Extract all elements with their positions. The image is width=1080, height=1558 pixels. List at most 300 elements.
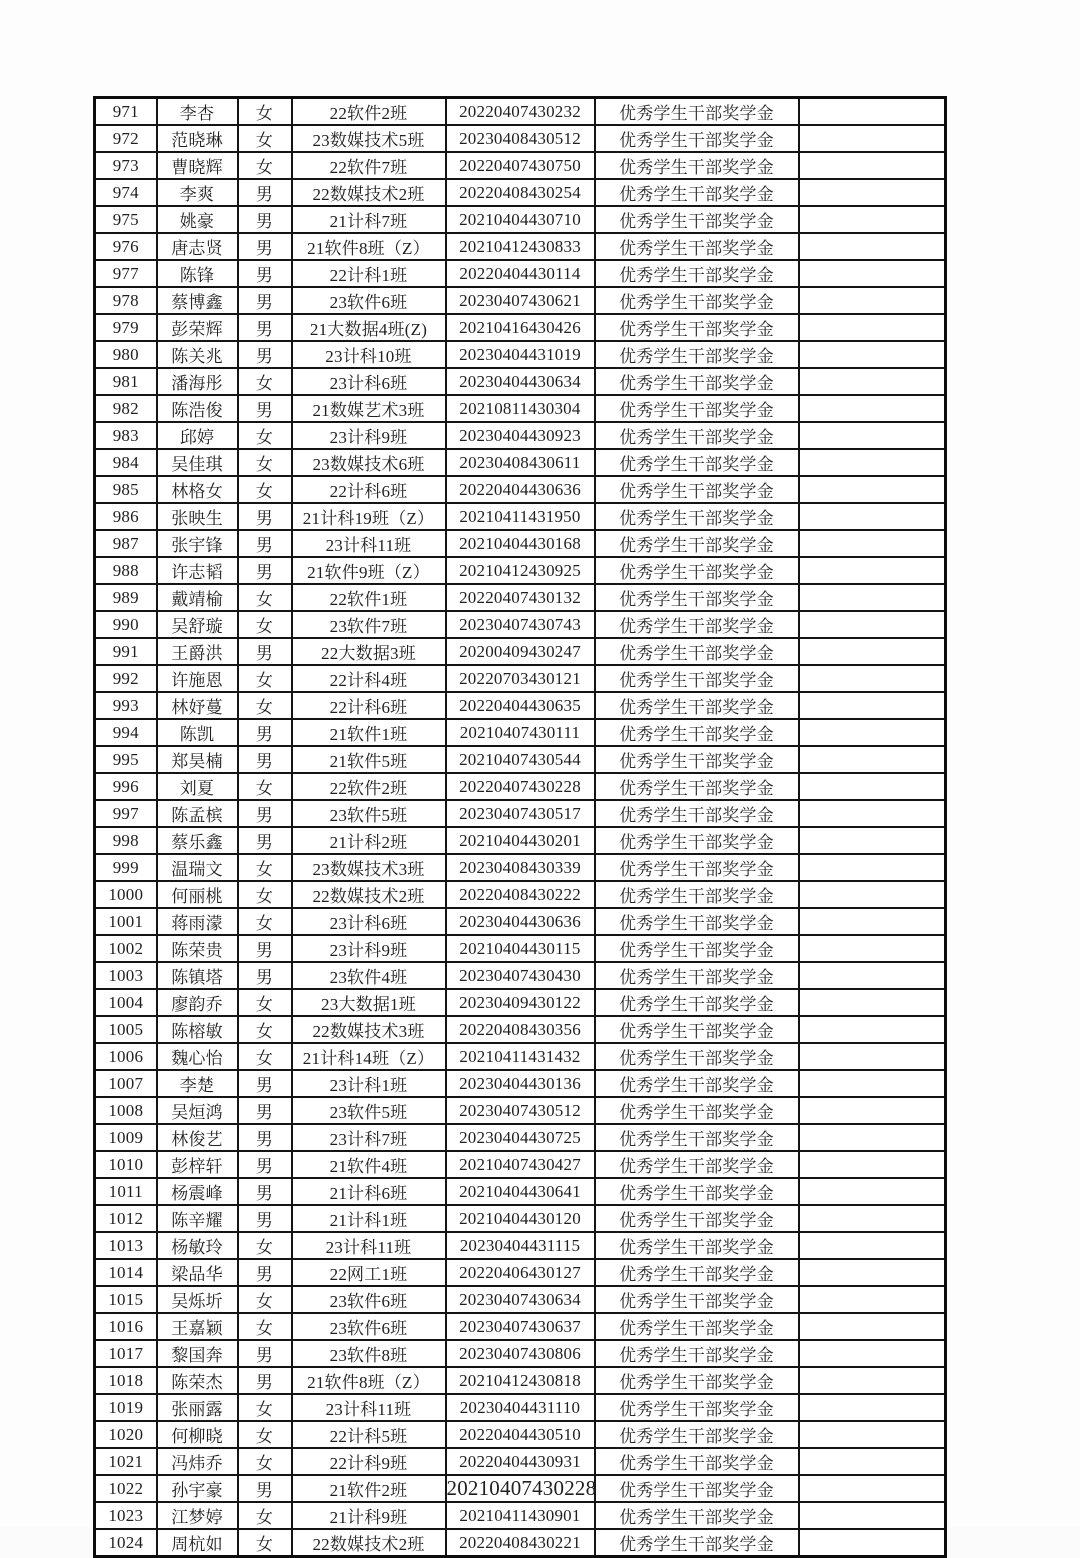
cell-row-number: 1006 [95, 1043, 157, 1070]
cell-row-number: 1018 [95, 1367, 157, 1394]
cell-student-id: 20230409430122 [446, 989, 595, 1016]
cell-student-id: 20210407430544 [446, 746, 595, 773]
cell-row-number: 1021 [95, 1448, 157, 1475]
cell-award-name: 优秀学生干部奖学金 [595, 854, 799, 881]
cell-gender: 男 [238, 1178, 292, 1205]
cell-student-id: 20210404430201 [446, 827, 595, 854]
cell-student-id: 20220404430114 [446, 260, 595, 287]
cell-student-name: 曹晓辉 [157, 152, 238, 179]
cell-class: 22大数据3班 [292, 638, 446, 665]
cell-student-id: 20220703430121 [446, 665, 595, 692]
cell-note-empty [799, 1151, 946, 1178]
table-row [95, 854, 946, 881]
cell-student-name: 陈锋 [157, 260, 238, 287]
table-row [95, 395, 946, 422]
cell-award-name: 优秀学生干部奖学金 [595, 1529, 799, 1557]
cell-note-empty [799, 854, 946, 881]
cell-award-name: 优秀学生干部奖学金 [595, 179, 799, 206]
cell-note-empty [799, 503, 946, 530]
cell-class: 21软件9班（Z） [292, 557, 446, 584]
cell-award-name: 优秀学生干部奖学金 [595, 1124, 799, 1151]
cell-award-name: 优秀学生干部奖学金 [595, 314, 799, 341]
cell-row-number: 995 [95, 746, 157, 773]
cell-award-name: 优秀学生干部奖学金 [595, 476, 799, 503]
cell-student-id: 20210416430426 [446, 314, 595, 341]
cell-student-name: 王嘉颖 [157, 1313, 238, 1340]
cell-note-empty [799, 1394, 946, 1421]
cell-gender: 男 [238, 260, 292, 287]
cell-note-empty [799, 827, 946, 854]
table-row [95, 611, 946, 638]
cell-student-id: 20220407430750 [446, 152, 595, 179]
cell-note-empty [799, 98, 946, 126]
cell-class: 23计科9班 [292, 422, 446, 449]
cell-student-name: 江梦婷 [157, 1502, 238, 1529]
cell-row-number: 988 [95, 557, 157, 584]
cell-gender: 女 [238, 476, 292, 503]
table-row [95, 314, 946, 341]
cell-note-empty [799, 341, 946, 368]
cell-row-number: 989 [95, 584, 157, 611]
cell-student-id: 20230404431110 [446, 1394, 595, 1421]
table-row [95, 233, 946, 260]
table-row [95, 179, 946, 206]
cell-note-empty [799, 1124, 946, 1151]
cell-award-name: 优秀学生干部奖学金 [595, 1043, 799, 1070]
cell-row-number: 992 [95, 665, 157, 692]
table-row [95, 1475, 946, 1502]
cell-gender: 男 [238, 719, 292, 746]
cell-student-name: 吴佳琪 [157, 449, 238, 476]
cell-student-name: 陈镇塔 [157, 962, 238, 989]
cell-class: 21大数据4班(Z) [292, 314, 446, 341]
cell-class: 22计科6班 [292, 476, 446, 503]
cell-row-number: 973 [95, 152, 157, 179]
table-row [95, 1097, 946, 1124]
cell-award-name: 优秀学生干部奖学金 [595, 881, 799, 908]
cell-note-empty [799, 125, 946, 152]
cell-student-id: 20230407430430 [446, 962, 595, 989]
table-body [95, 98, 946, 1557]
cell-gender: 女 [238, 1448, 292, 1475]
cell-row-number: 972 [95, 125, 157, 152]
cell-gender: 女 [238, 422, 292, 449]
cell-award-name: 优秀学生干部奖学金 [595, 503, 799, 530]
cell-award-name: 优秀学生干部奖学金 [595, 1313, 799, 1340]
table-row [95, 1178, 946, 1205]
cell-gender: 男 [238, 1367, 292, 1394]
cell-student-name: 吴烁圻 [157, 1286, 238, 1313]
cell-award-name: 优秀学生干部奖学金 [595, 422, 799, 449]
cell-note-empty [799, 1097, 946, 1124]
cell-gender: 男 [238, 800, 292, 827]
cell-row-number: 1001 [95, 908, 157, 935]
cell-award-name: 优秀学生干部奖学金 [595, 1394, 799, 1421]
cell-student-id: 20200409430247 [446, 638, 595, 665]
cell-award-name: 优秀学生干部奖学金 [595, 1367, 799, 1394]
table-row [95, 746, 946, 773]
cell-gender: 女 [238, 1043, 292, 1070]
cell-note-empty [799, 368, 946, 395]
cell-row-number: 991 [95, 638, 157, 665]
cell-student-id: 20230408430512 [446, 125, 595, 152]
cell-student-name: 王爵洪 [157, 638, 238, 665]
cell-note-empty [799, 1502, 946, 1529]
cell-award-name: 优秀学生干部奖学金 [595, 719, 799, 746]
cell-award-name: 优秀学生干部奖学金 [595, 1070, 799, 1097]
cell-student-name: 蒋雨濛 [157, 908, 238, 935]
cell-student-id: 20210407430111 [446, 719, 595, 746]
cell-award-name: 优秀学生干部奖学金 [595, 638, 799, 665]
cell-gender: 女 [238, 584, 292, 611]
cell-student-id: 20230404431019 [446, 341, 595, 368]
cell-note-empty [799, 530, 946, 557]
cell-student-name: 郑昊楠 [157, 746, 238, 773]
cell-class: 23软件4班 [292, 962, 446, 989]
cell-gender: 男 [238, 935, 292, 962]
cell-student-id: 20220407430228 [446, 773, 595, 800]
cell-row-number: 1008 [95, 1097, 157, 1124]
cell-class: 23软件7班 [292, 611, 446, 638]
cell-row-number: 978 [95, 287, 157, 314]
cell-student-id: 20210404430115 [446, 935, 595, 962]
cell-student-name: 李杏 [157, 98, 238, 126]
cell-student-name: 张映生 [157, 503, 238, 530]
cell-student-id: 20220407430232 [446, 98, 595, 126]
cell-class: 22软件1班 [292, 584, 446, 611]
cell-class: 22数媒技术2班 [292, 1529, 446, 1557]
table-row [95, 719, 946, 746]
cell-student-id: 20230404430634 [446, 368, 595, 395]
cell-gender: 男 [238, 1070, 292, 1097]
table-row [95, 1070, 946, 1097]
cell-student-name: 彭荣辉 [157, 314, 238, 341]
cell-row-number: 1000 [95, 881, 157, 908]
cell-student-id: 20230404431115 [446, 1232, 595, 1259]
cell-student-id: 20220408430221 [446, 1529, 595, 1557]
cell-award-name: 优秀学生干部奖学金 [595, 962, 799, 989]
cell-student-name: 陈荣杰 [157, 1367, 238, 1394]
table-row [95, 1151, 946, 1178]
cell-note-empty [799, 1205, 946, 1232]
cell-award-name: 优秀学生干部奖学金 [595, 908, 799, 935]
cell-student-name: 吴烜鸿 [157, 1097, 238, 1124]
cell-row-number: 1007 [95, 1070, 157, 1097]
cell-gender: 女 [238, 854, 292, 881]
cell-note-empty [799, 1043, 946, 1070]
cell-note-empty [799, 1313, 946, 1340]
cell-award-name: 优秀学生干部奖学金 [595, 584, 799, 611]
cell-student-name: 魏心怡 [157, 1043, 238, 1070]
table-row [95, 827, 946, 854]
cell-student-id: 20230407430621 [446, 287, 595, 314]
cell-note-empty [799, 233, 946, 260]
cell-note-empty [799, 287, 946, 314]
table-row [95, 800, 946, 827]
cell-student-name: 周杭如 [157, 1529, 238, 1557]
cell-student-id: 20210412430818 [446, 1367, 595, 1394]
cell-row-number: 1024 [95, 1529, 157, 1557]
cell-award-name: 优秀学生干部奖学金 [595, 341, 799, 368]
cell-award-name: 优秀学生干部奖学金 [595, 368, 799, 395]
cell-student-id: 20220404430931 [446, 1448, 595, 1475]
cell-gender: 男 [238, 1259, 292, 1286]
cell-student-id: 20220408430356 [446, 1016, 595, 1043]
cell-row-number: 1009 [95, 1124, 157, 1151]
cell-class: 21软件5班 [292, 746, 446, 773]
cell-gender: 男 [238, 314, 292, 341]
cell-class: 23计科11班 [292, 1394, 446, 1421]
table-row [95, 449, 946, 476]
cell-row-number: 986 [95, 503, 157, 530]
cell-note-empty [799, 746, 946, 773]
table-row [95, 908, 946, 935]
cell-student-name: 李楚 [157, 1070, 238, 1097]
cell-student-id: 20220404430636 [446, 476, 595, 503]
cell-student-name: 陈凯 [157, 719, 238, 746]
cell-class: 21软件1班 [292, 719, 446, 746]
cell-class: 23数媒技术5班 [292, 125, 446, 152]
cell-note-empty [799, 935, 946, 962]
cell-student-name: 许志韬 [157, 557, 238, 584]
cell-student-name: 黎国奔 [157, 1340, 238, 1367]
table-row [95, 206, 946, 233]
cell-student-id: 20210404430120 [446, 1205, 595, 1232]
cell-award-name: 优秀学生干部奖学金 [595, 1259, 799, 1286]
cell-student-name: 陈关兆 [157, 341, 238, 368]
cell-student-name: 戴靖榆 [157, 584, 238, 611]
cell-class: 23计科11班 [292, 530, 446, 557]
cell-gender: 女 [238, 368, 292, 395]
cell-student-name: 蔡博鑫 [157, 287, 238, 314]
cell-award-name: 优秀学生干部奖学金 [595, 557, 799, 584]
table-row [95, 1502, 946, 1529]
cell-row-number: 1013 [95, 1232, 157, 1259]
cell-row-number: 994 [95, 719, 157, 746]
cell-student-name: 林格女 [157, 476, 238, 503]
cell-gender: 女 [238, 1232, 292, 1259]
cell-student-id: 20210404430641 [446, 1178, 595, 1205]
cell-student-id: 20210411430901 [446, 1502, 595, 1529]
cell-student-name: 林妤蔓 [157, 692, 238, 719]
cell-student-id: 20210407430427 [446, 1151, 595, 1178]
cell-class: 23软件5班 [292, 1097, 446, 1124]
cell-row-number: 974 [95, 179, 157, 206]
cell-student-name: 许施恩 [157, 665, 238, 692]
cell-note-empty [799, 557, 946, 584]
cell-student-name: 杨敏玲 [157, 1232, 238, 1259]
scholarship-table [93, 96, 947, 1558]
cell-class: 22计科1班 [292, 260, 446, 287]
cell-gender: 女 [238, 1286, 292, 1313]
cell-student-name: 陈浩俊 [157, 395, 238, 422]
cell-note-empty [799, 314, 946, 341]
cell-student-id: 20230407430517 [446, 800, 595, 827]
cell-student-id: 20220408430254 [446, 179, 595, 206]
cell-class: 23计科1班 [292, 1070, 446, 1097]
cell-row-number: 1002 [95, 935, 157, 962]
cell-gender: 女 [238, 98, 292, 126]
table-row [95, 962, 946, 989]
table-row [95, 1529, 946, 1557]
cell-row-number: 1011 [95, 1178, 157, 1205]
table-row [95, 584, 946, 611]
table-row [95, 125, 946, 152]
table-row [95, 1367, 946, 1394]
cell-row-number: 977 [95, 260, 157, 287]
cell-gender: 男 [238, 1124, 292, 1151]
cell-student-name: 张丽露 [157, 1394, 238, 1421]
cell-class: 21计科19班（Z） [292, 503, 446, 530]
cell-award-name: 优秀学生干部奖学金 [595, 530, 799, 557]
cell-award-name: 优秀学生干部奖学金 [595, 395, 799, 422]
cell-note-empty [799, 1178, 946, 1205]
cell-note-empty [799, 719, 946, 746]
cell-student-name: 陈孟槟 [157, 800, 238, 827]
cell-award-name: 优秀学生干部奖学金 [595, 1097, 799, 1124]
table-row [95, 1394, 946, 1421]
cell-gender: 女 [238, 881, 292, 908]
cell-student-name: 潘海彤 [157, 368, 238, 395]
cell-student-name: 陈辛耀 [157, 1205, 238, 1232]
cell-row-number: 990 [95, 611, 157, 638]
cell-gender: 男 [238, 638, 292, 665]
cell-award-name: 优秀学生干部奖学金 [595, 1340, 799, 1367]
cell-note-empty [799, 611, 946, 638]
cell-student-id: 20230408430339 [446, 854, 595, 881]
cell-gender: 男 [238, 179, 292, 206]
table-row [95, 287, 946, 314]
cell-gender: 女 [238, 1502, 292, 1529]
cell-award-name: 优秀学生干部奖学金 [595, 152, 799, 179]
table-row [95, 260, 946, 287]
cell-student-id: 20230404430636 [446, 908, 595, 935]
cell-note-empty [799, 476, 946, 503]
cell-student-id: 20230407430637 [446, 1313, 595, 1340]
cell-student-id: 20220404430635 [446, 692, 595, 719]
cell-row-number: 1015 [95, 1286, 157, 1313]
cell-note-empty [799, 422, 946, 449]
cell-gender: 男 [238, 287, 292, 314]
cell-class: 23大数据1班 [292, 989, 446, 1016]
cell-gender: 女 [238, 125, 292, 152]
cell-student-id: 20220407430132 [446, 584, 595, 611]
cell-gender: 男 [238, 206, 292, 233]
cell-gender: 男 [238, 1475, 292, 1502]
cell-note-empty [799, 1016, 946, 1043]
cell-note-empty [799, 260, 946, 287]
cell-student-name: 蔡乐鑫 [157, 827, 238, 854]
cell-row-number: 980 [95, 341, 157, 368]
cell-gender: 女 [238, 611, 292, 638]
cell-student-name: 陈荣贵 [157, 935, 238, 962]
cell-award-name: 优秀学生干部奖学金 [595, 611, 799, 638]
table-row [95, 1448, 946, 1475]
table-row [95, 1232, 946, 1259]
cell-note-empty [799, 1448, 946, 1475]
cell-class: 22网工1班 [292, 1259, 446, 1286]
cell-row-number: 1003 [95, 962, 157, 989]
cell-student-name: 吴舒璇 [157, 611, 238, 638]
cell-class: 23计科6班 [292, 368, 446, 395]
cell-note-empty [799, 1367, 946, 1394]
cell-student-id: 20230404430136 [446, 1070, 595, 1097]
cell-note-empty [799, 881, 946, 908]
cell-note-empty [799, 773, 946, 800]
cell-gender: 女 [238, 989, 292, 1016]
cell-gender: 女 [238, 1529, 292, 1557]
cell-student-name: 廖韵乔 [157, 989, 238, 1016]
cell-gender: 女 [238, 908, 292, 935]
table-row [95, 557, 946, 584]
cell-student-id: 20210811430304 [446, 395, 595, 422]
cell-gender: 男 [238, 233, 292, 260]
cell-award-name: 优秀学生干部奖学金 [595, 746, 799, 773]
cell-row-number: 1017 [95, 1340, 157, 1367]
cell-award-name: 优秀学生干部奖学金 [595, 1286, 799, 1313]
table-row [95, 773, 946, 800]
cell-class: 21软件4班 [292, 1151, 446, 1178]
cell-class: 23计科7班 [292, 1124, 446, 1151]
cell-row-number: 981 [95, 368, 157, 395]
cell-gender: 女 [238, 1421, 292, 1448]
cell-class: 23数媒技术6班 [292, 449, 446, 476]
cell-student-id: 20220408430222 [446, 881, 595, 908]
cell-gender: 女 [238, 449, 292, 476]
cell-student-name: 林俊艺 [157, 1124, 238, 1151]
table-row [95, 1421, 946, 1448]
cell-class: 23软件6班 [292, 287, 446, 314]
cell-note-empty [799, 638, 946, 665]
cell-gender: 女 [238, 665, 292, 692]
cell-class: 21计科2班 [292, 827, 446, 854]
cell-row-number: 1016 [95, 1313, 157, 1340]
cell-student-name: 陈榕敏 [157, 1016, 238, 1043]
cell-student-id: 20230407430806 [446, 1340, 595, 1367]
cell-student-name: 刘夏 [157, 773, 238, 800]
cell-class: 23计科10班 [292, 341, 446, 368]
cell-row-number: 975 [95, 206, 157, 233]
cell-award-name: 优秀学生干部奖学金 [595, 449, 799, 476]
cell-student-id: 20210404430710 [446, 206, 595, 233]
cell-student-id: 20220406430127 [446, 1259, 595, 1286]
table-row [95, 638, 946, 665]
cell-student-name: 梁品华 [157, 1259, 238, 1286]
cell-award-name: 优秀学生干部奖学金 [595, 125, 799, 152]
cell-note-empty [799, 1070, 946, 1097]
table-row [95, 1016, 946, 1043]
cell-gender: 女 [238, 1313, 292, 1340]
cell-student-name: 李爽 [157, 179, 238, 206]
cell-note-empty [799, 692, 946, 719]
cell-class: 23数媒技术3班 [292, 854, 446, 881]
cell-row-number: 1010 [95, 1151, 157, 1178]
cell-award-name: 优秀学生干部奖学金 [595, 989, 799, 1016]
cell-note-empty [799, 1286, 946, 1313]
cell-row-number: 998 [95, 827, 157, 854]
cell-class: 23计科6班 [292, 908, 446, 935]
cell-gender: 男 [238, 1340, 292, 1367]
cell-award-name: 优秀学生干部奖学金 [595, 800, 799, 827]
cell-row-number: 1004 [95, 989, 157, 1016]
cell-row-number: 997 [95, 800, 157, 827]
cell-row-number: 1022 [95, 1475, 157, 1502]
cell-student-name: 冯炜乔 [157, 1448, 238, 1475]
cell-row-number: 976 [95, 233, 157, 260]
cell-student-name: 范晓琳 [157, 125, 238, 152]
cell-gender: 男 [238, 1151, 292, 1178]
cell-class: 23软件6班 [292, 1286, 446, 1313]
